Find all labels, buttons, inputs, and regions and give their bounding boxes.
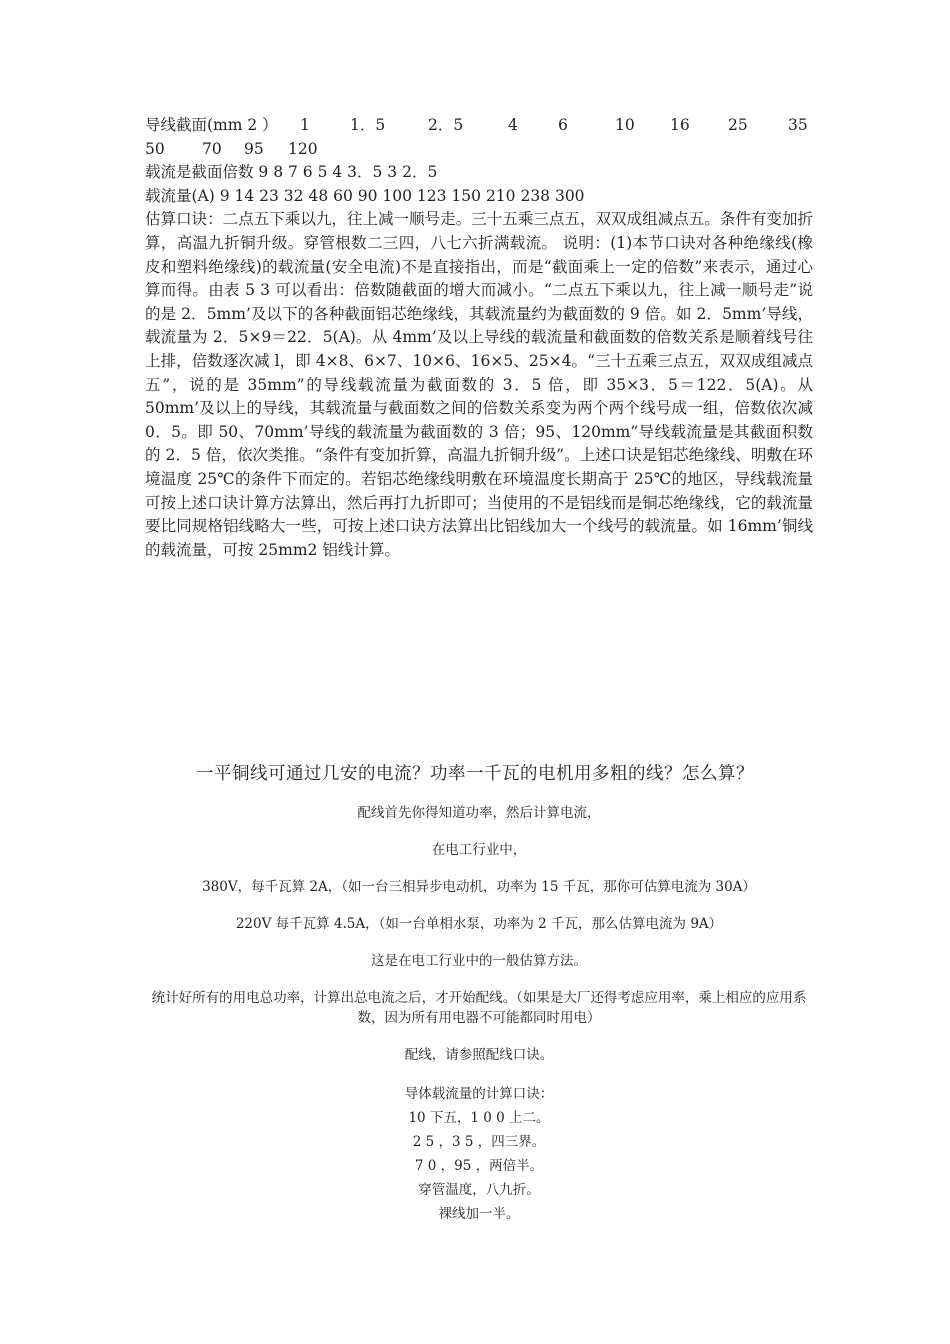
section-value: 50 <box>145 139 165 158</box>
rhyme-line: 10 下五，1 0 0 上二。 <box>408 1110 550 1126</box>
rhyme-block <box>145 1082 813 1226</box>
multiplier-row: 载流是截面倍数 9 8 7 6 5 4 3．5 3 2．5 <box>145 163 438 182</box>
guide-paragraph: 统计好所有的用电总功率，计算出总电流之后，才开始配线。（如果是大厂还得考虑应用率，乘上相应的应用系数，因为所有用电器不可能都同时用电） <box>151 990 807 1026</box>
section-value: 1 <box>300 116 310 134</box>
rhyme-line: 2 5 ，3 5 ，四三界。 <box>412 1134 546 1150</box>
section-value: 70 <box>202 139 222 158</box>
section-value: 95 <box>244 139 264 158</box>
current-row: 载流量(A) 9 14 23 32 48 60 90 100 123 150 210 238 300 <box>145 186 585 205</box>
section-value: 120 <box>288 139 318 158</box>
rhyme-line: 裸线加一半。 <box>438 1206 520 1222</box>
rhyme-line: 穿管温度，八九折。 <box>418 1182 540 1198</box>
section-value: 4 <box>508 116 518 134</box>
section-value: 6 <box>558 116 568 134</box>
section-value: 10 <box>615 116 635 134</box>
article-title: 一平铜线可通过几安的电流？功率一千瓦的电机用多粗的线？怎么算？ <box>196 764 754 784</box>
guide-paragraph: 在电工行业中， <box>431 842 527 858</box>
explanation-paragraph: 估算口诀：二点五下乘以九，往上减一顺号走。三十五乘三点五，双双成组减点五。条件有变加折算，高温九折铜升级。穿管根数二三四，八七六折满载流。 说明：(1)本节口诀对各种绝缘线(橡皮和塑料绝缘线)的载流量(安全电流)不是直接指出，而是“截面乘上一定的倍数”来表示，通过心算而得。由表 5 3 可以看出：倍数随截面的增大而减小。“二点五下乘以九，往上减一顺号走”说的是 2．5mm’及以下的各种截面铝芯绝缘线，其载流量约为截面数的 9 倍。如 2．5mm’导线，载流量为 2．5×9＝22．5(A)。从 4mm’及以上导线的载流量和截面数的倍数关系是顺着线号往上排，倍数逐次减 l，即 4×8、6×7、10×6、16×5、25×4。“三十五乘三点五，双双成组减点五”，说的是 35mm”的导线载流量为截面数的 3．5 倍，即 35×3．5＝122．5(A)。从 50mm’及以上的导线，其载流量与截面数之间的倍数关系变为两个两个线号成一组，倍数依次减 0．5。即 50、70mm’导线的载流量为截面数的 3 倍；95、120mm”导线载流量是其截面积数的 2．5 倍，依次类推。“条件有变加折算，高温九折铜升级”。上述口诀是铝芯绝缘线、明敷在环境温度 25℃的条件下而定的。若铝芯绝缘线明敷在环境温度长期高于 25℃的地区，导线载流量可按上述口诀计算方法算出，然后再打九折即可；当使用的不是铝线而是铜芯绝缘线，它的载流量要比同规格铝线略大一些，可按上述口诀方法算出比铝线加大一个线号的载流量。如 16mm’铜线的载流量，可按 25mm2 铝线计算。 <box>145 210 813 559</box>
rhyme-line: 导体载流量的计算口诀： <box>404 1086 554 1102</box>
wire-table-section <box>145 114 813 562</box>
section-value: 25 <box>728 116 748 134</box>
wiring-guide-section <box>145 803 813 1226</box>
rhyme-line: 7 0 ，95 ，两倍半。 <box>414 1158 544 1174</box>
guide-paragraph: 220V 每千瓦算 4.5A，（如一台单相水泵，功率为 2 千瓦，那么估算电流为 9A） <box>235 916 723 932</box>
section-label: 导线截面(mm 2 ） <box>145 116 278 134</box>
section-value: 16 <box>670 116 690 134</box>
guide-paragraph: 配线，请参照配线口诀。 <box>404 1047 554 1063</box>
section-value: 35 <box>788 116 808 134</box>
guide-paragraph: 配线首先你得知道功率，然后计算电流， <box>357 805 601 821</box>
guide-paragraph: 380V，每千瓦算 2A，（如一台三相异步电动机，功率为 15 千瓦，那你可估算电流为 30A） <box>202 879 756 895</box>
section-value: 1．5 <box>350 116 386 134</box>
guide-paragraph: 这是在电工行业中的一般估算方法。 <box>371 953 587 969</box>
section-header-row <box>145 114 813 161</box>
section-value: 2．5 <box>428 116 464 134</box>
